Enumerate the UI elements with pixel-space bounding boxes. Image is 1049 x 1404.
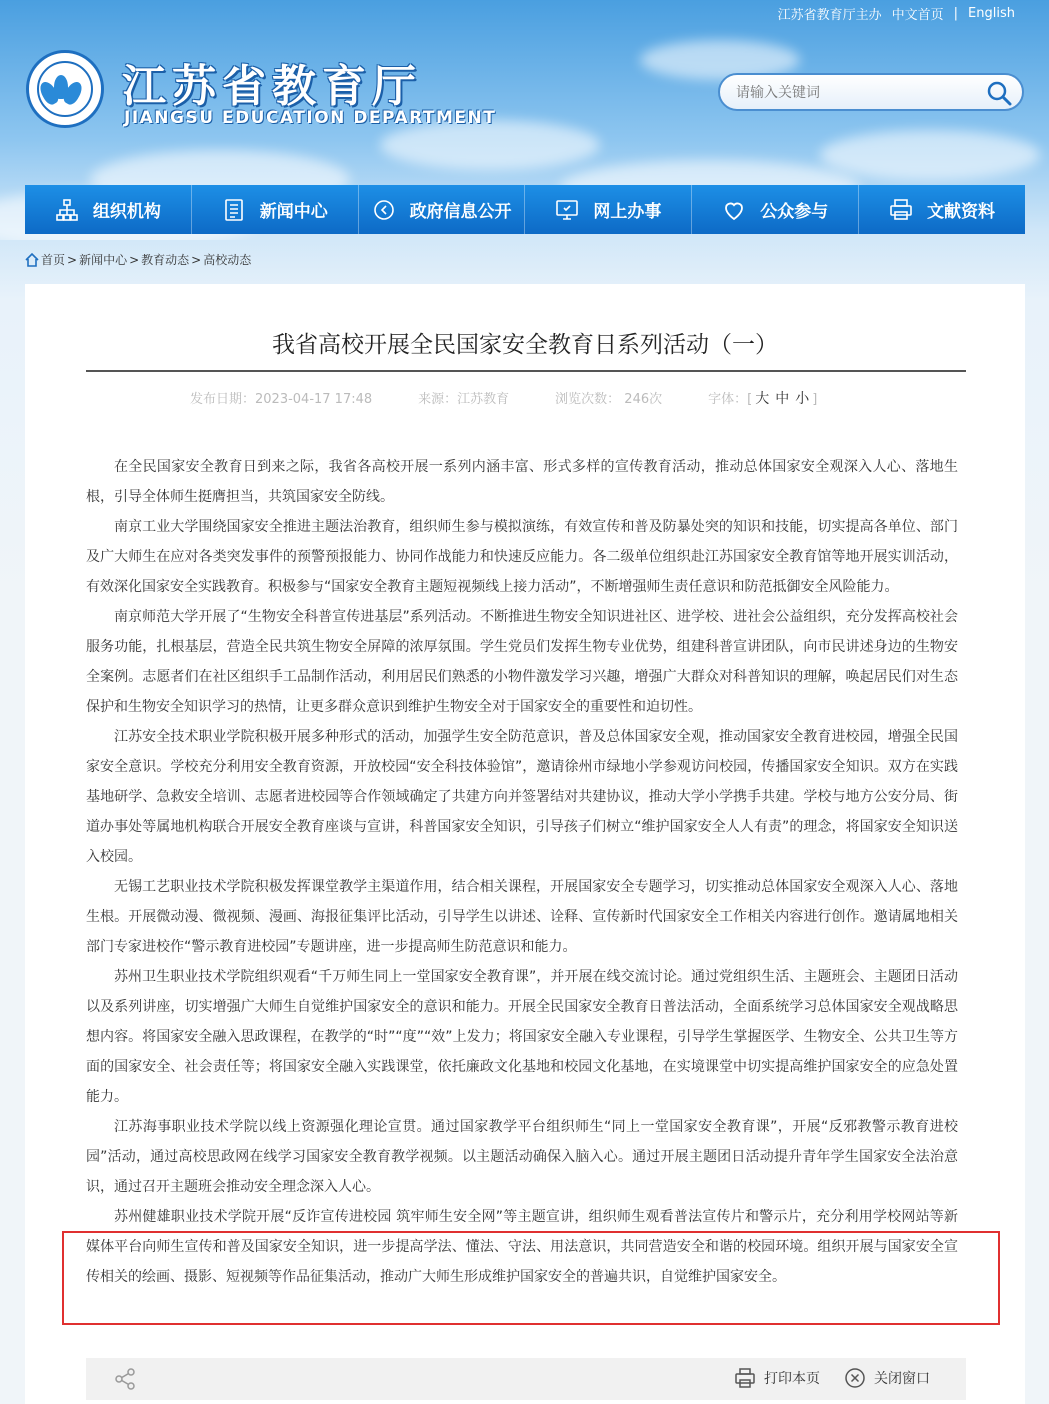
- font-small-button[interactable]: 小: [795, 391, 810, 407]
- main-nav: [25, 185, 1025, 234]
- article-paragraph: 江苏海事职业技术学院以线上资源强化理论宣贯。通过国家教学平台组织师生“同上一堂国家安全教育课”，开展“反邪教警示教育进校园”活动，通过高校思政网在线学习国家安全教育教学视频。以主题活动确保入脑入心。通过开展主题团日活动提升青年学生国家安全法治意识，通过召开主题班会推动安全理念深入人心。: [86, 1119, 958, 1195]
- article-panel: [25, 284, 1025, 1404]
- nav-label: 组织机构: [92, 202, 161, 222]
- chinese-home-link[interactable]: 中文首页: [891, 8, 944, 23]
- title-divider: [86, 370, 966, 372]
- article-title: 我省高校开展全民国家安全教育日系列活动（一）: [272, 332, 778, 358]
- breadcrumb-news[interactable]: 新闻中心: [79, 253, 128, 267]
- article-paragraph: 南京师范大学开展了“生物安全科普宣传进基层”系列活动。不断推进生物安全知识进社区、进学校、进社会公益组织，充分发挥高校社会服务功能，扎根基层，营造全民共筑生物安全屏障的浓厚氛围。学生党员们发挥生物专业优势，组建科普宣讲团队，向市民讲述身边的生物安全案例。志愿者们在社区组织手工品制作活动，利用居民们熟悉的小物件激发学习兴趣，增强广大群众对科普知识的理解，唤起居民们对生态保护和生物安全知识学习的热情，让更多群众意识到维护生物安全对于国家安全的重要性和迫切性。: [86, 609, 958, 715]
- nav-item-documents[interactable]: [859, 185, 1025, 234]
- breadcrumb: [25, 251, 251, 268]
- close-label: 关闭窗口: [874, 1371, 930, 1387]
- site-title[interactable]: 江苏省教育厅: [122, 61, 422, 112]
- article-paragraph: 在全民国家安全教育日到来之际，我省各高校开展一系列内涵丰富、形式多样的宣传教育活动，推动总体国家安全观深入人心、落地生根，引导全体师生挺膺担当，共筑国家安全防线。: [86, 459, 958, 505]
- article-source: 来源：江苏教育: [418, 392, 510, 407]
- nav-label: 文献资料: [927, 202, 996, 222]
- font-large-button[interactable]: 大: [755, 391, 770, 407]
- font-size-label: 字体：: [708, 392, 748, 407]
- nav-item-public-participation[interactable]: [692, 185, 859, 234]
- home-icon: [25, 253, 39, 267]
- broadcast-icon: [372, 198, 396, 222]
- nav-label: 新闻中心: [259, 202, 328, 222]
- nav-item-online-service[interactable]: [525, 185, 692, 234]
- link-separator: |: [953, 6, 959, 21]
- monitor-icon: [555, 198, 579, 222]
- article-body: [86, 452, 958, 1292]
- nav-label: 政府信息公开: [409, 202, 512, 222]
- heart-icon: [722, 198, 746, 222]
- article-paragraph: 南京工业大学围绕国家安全推进主题法治教育，组织师生参与模拟演练，有效宣传和普及防暴处突的知识和技能，切实提高各单位、部门及广大师生在应对各类突发事件的预警预报能力、协同作战能力和快速反应能力。各二级单位组织赴江苏国家安全教育馆等地开展实训活动，有效深化国家安全实践教育。积极参与“国家安全教育主题短视频线上接力活动”，不断增强师生责任意识和防范抵御安全风险能力。: [86, 519, 958, 595]
- search-input[interactable]: [736, 82, 976, 104]
- article-paragraph: 苏州健雄职业技术学院开展“反诈宣传进校园 筑牢师生安全网”等主题宣讲，组织师生观看普法宣传片和警示片，充分利用学校网站等新媒体平台向师生宣传和普及国家安全知识，进一步提高学法、懂法、守法、用法意识，共同营造安全和谐的校园环境。组织开展与国家安全宣传相关的绘画、摄影、短视频等作品征集活动，推动广大师生形成维护国家安全的普遍共识，自觉维护国家安全。: [86, 1209, 958, 1285]
- department-emblem-icon[interactable]: [26, 50, 104, 128]
- nav-item-gov-info[interactable]: [359, 185, 526, 234]
- font-bracket-open: [: [747, 392, 753, 407]
- font-bracket-close: ]: [812, 392, 818, 407]
- article-paragraph: 无锡工艺职业技术学院积极发挥课堂教学主渠道作用，结合相关课程，开展国家安全专题学习，切实推动总体国家安全观深入人心、落地生根。开展微动漫、微视频、漫画、海报征集评比活动，引导学生以讲述、诠释、宣传新时代国家安全工作相关内容进行创作。邀请属地相关部门专家进校作“警示教育进校园”专题讲座，进一步提高师生防范意识和能力。: [86, 879, 958, 955]
- nav-item-organization[interactable]: [25, 185, 192, 234]
- breadcrumb-separator: >: [129, 252, 140, 267]
- printer-icon: [889, 198, 913, 222]
- document-icon: [222, 198, 246, 222]
- print-button[interactable]: [734, 1367, 820, 1389]
- view-count: 浏览次数： 246次: [555, 392, 663, 407]
- sponsor-link[interactable]: 江苏省教育厅主办: [777, 8, 882, 23]
- article-footer: [86, 1358, 966, 1400]
- breadcrumb-separator: >: [67, 252, 78, 267]
- font-medium-button[interactable]: 中: [775, 391, 790, 407]
- breadcrumb-separator: >: [191, 252, 202, 267]
- article-paragraph: 江苏安全技术职业学院积极开展多种形式的活动，加强学生安全防范意识，普及总体国家安全观，推动国家安全教育进校园，增强全民国家安全意识。学校充分利用安全教育资源，开放校园“安全科技体验馆”，邀请徐州市绿地小学参观访问校园，传播国家安全知识。双方在实践基地研学、急救安全培训、志愿者进校园等合作领域确定了共建方向并签署结对共建协议，推动大学小学携手共建。学校与地方公安分局、街道办事处等属地机构联合开展安全教育座谈与宣讲，科普国家安全知识，引导孩子们树立“维护国家安全人人有责”的理念，将国家安全知识送入校园。: [86, 729, 958, 865]
- close-window-button[interactable]: [844, 1367, 930, 1389]
- nav-item-news[interactable]: [192, 185, 359, 234]
- top-links: [778, 4, 1015, 23]
- close-icon: [844, 1367, 866, 1389]
- article-meta: [190, 388, 817, 408]
- nav-label: 网上办事: [593, 202, 662, 222]
- breadcrumb-current[interactable]: 高校动态: [203, 253, 252, 267]
- nav-label: 公众参与: [760, 202, 829, 222]
- org-chart-icon: [55, 198, 79, 222]
- english-link[interactable]: English: [968, 6, 1015, 21]
- search-icon[interactable]: [986, 80, 1012, 106]
- breadcrumb-home[interactable]: 首页: [41, 253, 66, 267]
- printer-icon: [734, 1367, 756, 1389]
- font-size-selector: [708, 388, 817, 408]
- site-subtitle: JIANGSU EDUCATION DEPARTMENT: [124, 108, 497, 128]
- share-icon[interactable]: [114, 1368, 136, 1390]
- search-box: [718, 73, 1024, 111]
- article-paragraph: 苏州卫生职业技术学院组织观看“千万师生同上一堂国家安全教育课”，并开展在线交流讨论。通过党组织生活、主题班会、主题团日活动以及系列讲座，切实增强广大师生自觉维护国家安全的意识和能力。开展全民国家安全教育日普法活动，全面系统学习总体国家安全观战略思想内容。将国家安全融入思政课程，在教学的“时”“度”“效”上发力；将国家安全融入专业课程，引导学生掌握医学、生物安全、公共卫生等方面的国家安全、社会责任等；将国家安全融入实践课堂，依托廉政文化基地和校园文化基地，在实境课堂中切实提高维护国家安全的应急处置能力。: [86, 969, 958, 1105]
- breadcrumb-edu[interactable]: 教育动态: [141, 253, 190, 267]
- publish-date: 发布日期：2023-04-17 17:48: [190, 392, 373, 407]
- print-label: 打印本页: [764, 1371, 820, 1387]
